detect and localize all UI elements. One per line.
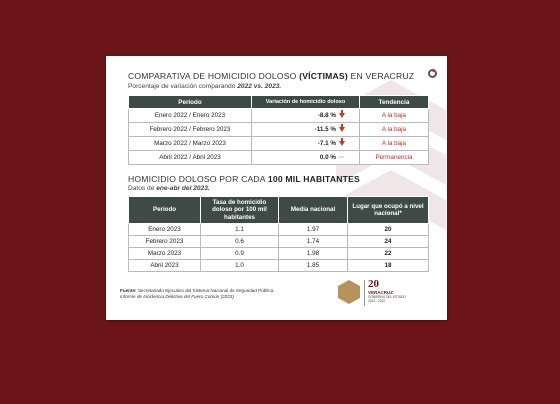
period-cell: Enero 2022 / Enero 2023 xyxy=(129,109,252,123)
rank-cell: 18 xyxy=(348,260,429,272)
trend-cell: A la baja xyxy=(360,109,429,123)
rate-cell: 0.6 xyxy=(201,236,279,248)
table-row xyxy=(129,123,429,137)
column-header-national-mean: Media nacional xyxy=(279,197,348,224)
rate-cell: 1.0 xyxy=(201,260,279,272)
variation-cell: 0.0 % ⇔ xyxy=(252,151,360,165)
logo-divider xyxy=(364,280,365,306)
rank-cell: 22 xyxy=(348,248,429,260)
column-header-period: Periodo xyxy=(129,197,201,224)
arrow-down-icon xyxy=(339,127,345,132)
rank-cell: 20 xyxy=(348,224,429,236)
variation-cell: -8.8 % xyxy=(252,109,360,123)
column-header-period: Periodo xyxy=(129,96,252,109)
variation-table xyxy=(128,95,429,165)
national-cell: 1.98 xyxy=(279,248,348,260)
section-title-rate: HOMICIDIO DOLOSO POR CADA 100 MIL HABITANTES xyxy=(128,174,360,184)
arrow-down-icon xyxy=(339,141,345,146)
section-subtitle-dates: Datos de ene-abr del 2023. xyxy=(128,185,210,192)
period-cell: Abril 2023 xyxy=(129,260,201,272)
table-row xyxy=(129,137,429,151)
rate-cell: 1.1 xyxy=(201,224,279,236)
national-cell: 1.85 xyxy=(279,260,348,272)
table-row xyxy=(129,109,429,123)
logo-state: VERACRUZ xyxy=(368,290,394,295)
trend-cell: A la baja xyxy=(360,123,429,137)
source-footnote: Fuente: Secretariado Ejecutivo del Sistema Nacional de Seguridad Pública. Informe de Incidencia Delictiva del Fuero Común (2023) xyxy=(120,288,275,299)
column-header-rank: Lugar que ocupó a nivel nacional* xyxy=(348,197,429,224)
trend-cell: A la baja xyxy=(360,137,429,151)
logo-caption: GOBIERNO DEL ESTADO 2023 - 2022 xyxy=(368,295,406,303)
emblem-icon xyxy=(338,280,360,304)
rank-cell: 24 xyxy=(348,236,429,248)
section-title-comparativa: COMPARATIVA DE HOMICIDIO DOLOSO (VÍCTIMAS) EN VERACRUZ xyxy=(128,71,415,81)
period-cell: Marzo 2022 / Marzo 2023 xyxy=(129,137,252,151)
trend-cell: Permanencia xyxy=(360,151,429,165)
logo-year: 20 xyxy=(368,278,379,290)
period-cell: Febrero 2023 xyxy=(129,236,201,248)
table-row xyxy=(129,260,429,272)
arrow-left-right-icon: ⇔ xyxy=(338,154,345,161)
slide-card xyxy=(106,56,447,320)
arrow-down-icon xyxy=(339,113,345,118)
rate-table xyxy=(128,196,429,272)
section-subtitle-variation: Porcentaje de variación comparando 2022 vs. 2023. xyxy=(128,83,282,90)
variation-cell: -7.1 % xyxy=(252,137,360,151)
column-header-trend: Tendencia xyxy=(360,96,429,109)
government-logo xyxy=(338,278,438,312)
period-cell: Abril 2022 / Abril 2023 xyxy=(129,151,252,165)
period-cell: Enero 2023 xyxy=(129,224,201,236)
national-cell: 1.97 xyxy=(279,224,348,236)
table-row xyxy=(129,248,429,260)
table-row xyxy=(129,236,429,248)
brand-logo-icon xyxy=(428,69,437,78)
column-header-rate: Tasa de homicidio doloso por 100 mil habitantes xyxy=(201,197,279,224)
table-row xyxy=(129,224,429,236)
rate-cell: 0.9 xyxy=(201,248,279,260)
period-cell: Marzo 2023 xyxy=(129,248,201,260)
variation-cell: -11.5 % xyxy=(252,123,360,137)
national-cell: 1.74 xyxy=(279,236,348,248)
column-header-variation: Variación de homicidio doloso xyxy=(252,96,360,109)
period-cell: Febrero 2022 / Febrero 2023 xyxy=(129,123,252,137)
table-row xyxy=(129,151,429,165)
